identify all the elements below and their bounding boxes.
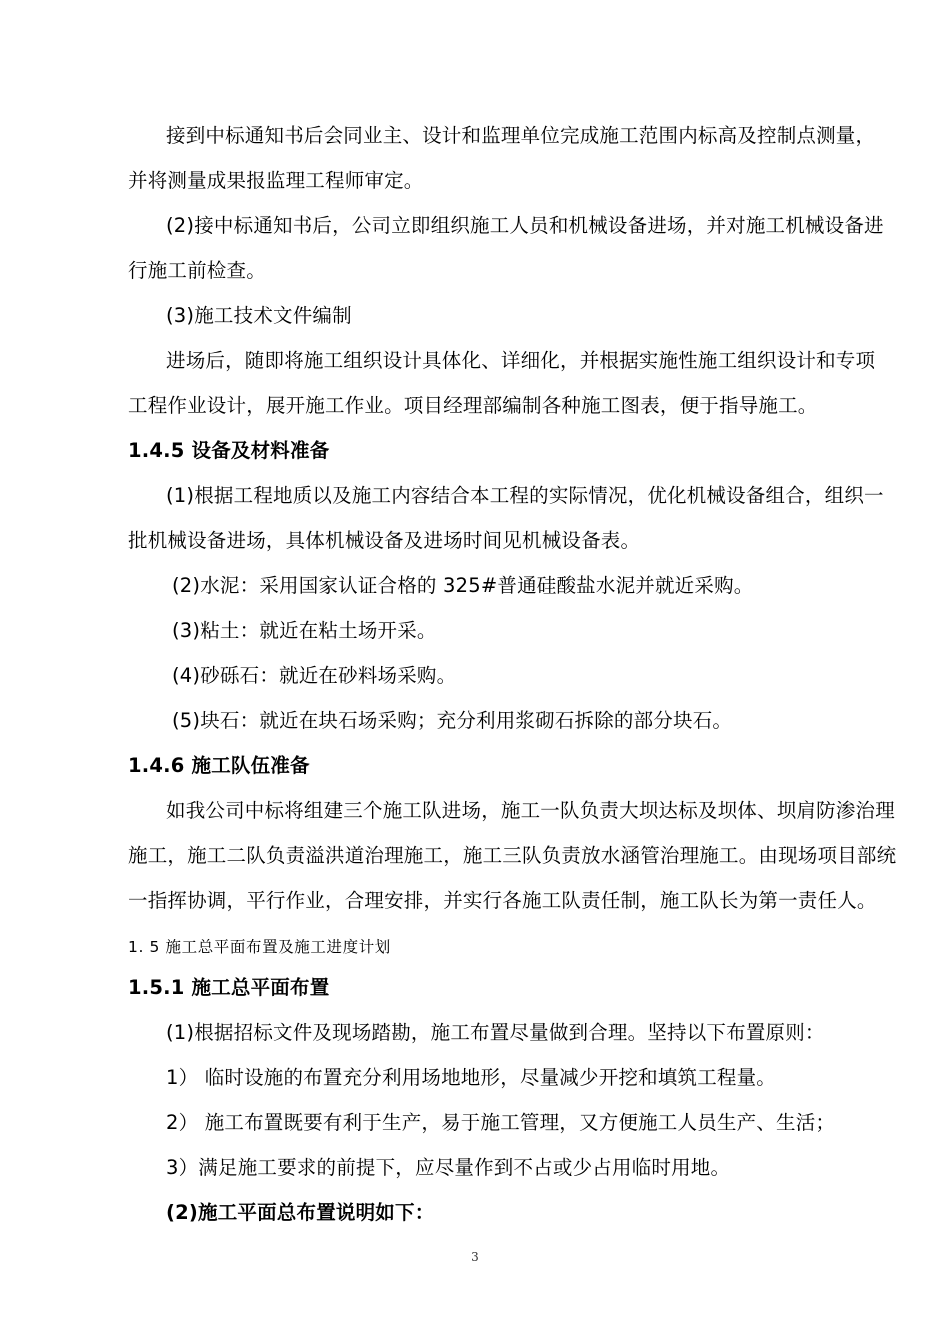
- paragraph-line: 3）满足施工要求的前提下，应尽量作到不占或少占用临时用地。: [166, 1156, 731, 1179]
- paragraph-line: 批机械设备进场，具体机械设备及进场时间见机械设备表。: [128, 529, 641, 552]
- paragraph-line: 2） 施工布置既要有利于生产，易于施工管理，又方便施工人员生产、生活；: [166, 1111, 836, 1134]
- section-heading: 1.5.1 施工总平面布置: [128, 976, 330, 999]
- paragraph-line: 施工，施工二队负责溢洪道治理施工，施工三队负责放水涵管治理施工。由现场项目部统: [128, 844, 897, 867]
- paragraph-line: 如我公司中标将组建三个施工队进场，施工一队负责大坝达标及坝体、坝肩防渗治理: [166, 799, 895, 822]
- paragraph-line: (5)块石：就近在块石场采购；充分利用浆砌石拆除的部分块石。: [172, 709, 733, 732]
- paragraph-line: 进场后，随即将施工组织设计具体化、详细化，并根据实施性施工组织设计和专项: [166, 349, 876, 372]
- chapter-heading: 1. 5 施工总平面布置及施工进度计划: [128, 938, 391, 956]
- page-number: 3: [471, 1250, 479, 1264]
- paragraph-line: 1） 临时设施的布置充分利用场地地形，尽量减少开挖和填筑工程量。: [166, 1066, 777, 1089]
- paragraph-line: 接到中标通知书后会同业主、设计和监理单位完成施工范围内标高及控制点测量，: [166, 124, 876, 147]
- paragraph-line: 一指挥协调，平行作业，合理安排，并实行各施工队责任制，施工队长为第一责任人。: [128, 889, 877, 912]
- paragraph-line: (1)根据工程地质以及施工内容结合本工程的实际情况，优化机械设备组合，组织一: [166, 484, 884, 507]
- paragraph-line: (2)水泥：采用国家认证合格的 325#普通硅酸盐水泥并就近采购。: [172, 574, 754, 597]
- paragraph-line: (4)砂砾石：就近在砂料场采购。: [172, 664, 457, 687]
- section-heading: 1.4.5 设备及材料准备: [128, 439, 330, 462]
- paragraph-line: (3)粘土：就近在粘土场开采。: [172, 619, 437, 642]
- subsection-heading: (2)施工平面总布置说明如下：: [166, 1201, 435, 1224]
- paragraph-line: (2)接中标通知书后，公司立即组织施工人员和机械设备进场，并对施工机械设备进: [166, 214, 884, 237]
- paragraph-line: (1)根据招标文件及现场踏勘，施工布置尽量做到合理。坚持以下布置原则：: [166, 1021, 825, 1044]
- paragraph-line: 行施工前检查。: [128, 259, 266, 282]
- paragraph-line: 并将测量成果报监理工程师审定。: [128, 169, 424, 192]
- paragraph-line: 工程作业设计，展开施工作业。项目经理部编制各种施工图表，便于指导施工。: [128, 394, 818, 417]
- section-heading: 1.4.6 施工队伍准备: [128, 754, 310, 777]
- paragraph-line: (3)施工技术文件编制: [166, 304, 352, 327]
